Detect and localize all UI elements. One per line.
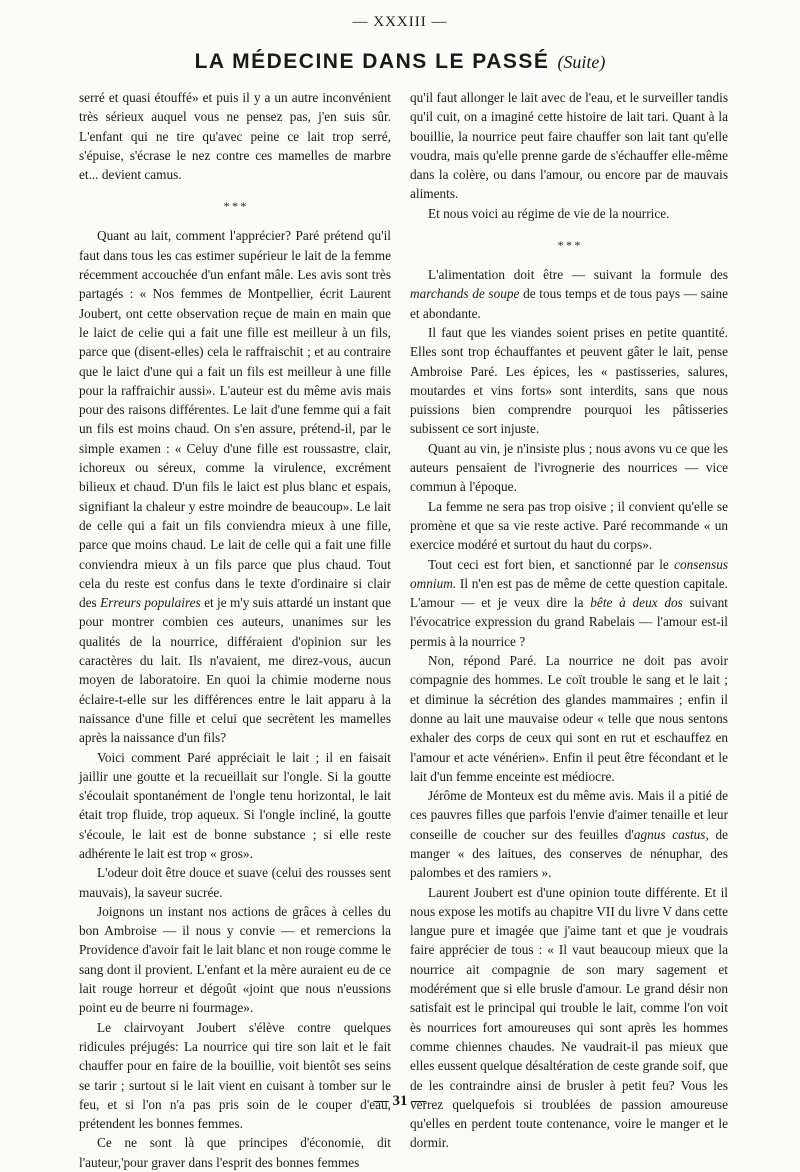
running-folio: — XXXIII — [352, 14, 448, 30]
paragraph-text: Quant au lait, comment l'apprécier? Paré prétend qu'il faut dans tous les cas estimer supérieur le lait de la femme récemment accouchée d'un enfant mâle. Les avis sont très partagés : « Nos femmes de Montpellier, écrit Laurent Joubert, ont cette observation reçue de main en main que le laict de celie qui a fait une fille est meilleur à un fils, parce que (disent-elles) cela le raffraischit ; et au contraire que le laict d'une qui a fait un fils est meilleur à une fille pour la raffraichir aussi». L'auteur est du même avis mais pour des raisons différentes. Le lait d'une femme qui a fait un fils est moins chaud. On s'en assure, prétend-il, par le simple examen : « Celuy d'une fille est roussastre, clair, ichoreux ou séreux, comme la virulence, excrément bilieux et chaud. D'un fils le laict est plus blanc et espais, signifiant la chaleur y estre moindre de beaucoup». Le lait de celle qui a fait un fils conviendra mieux à une fille, parce que moins chaud. Le lait de celle qui a fait une fille conviendra mieux à un fils parce que plus chaud. Tout cela du reste est confus dans le texte d'ordinaire si clair des [79, 228, 391, 611]
paragraph-text: Tout ceci est fort bien, et sanctionné par le [428, 556, 669, 572]
paragraph: Ce ne sont là que principes d'économie, dit l'auteur,'pour graver dans l'esprit des bonnes femmes [79, 1135, 391, 1170]
emphasis-text: marchands de soupe [410, 286, 520, 302]
emphasis-text: agnus castus, [633, 826, 709, 842]
paragraph: Le clairvoyant Joubert s'élève contre quelques ridicules préjugés: La nourrice qui tire son lait et le fait chauffer pour en faire de la bouillie, voit bientôt ses seins se tarir ; surtout si le lait vient en cuisant à tomber sur le feu, et si l'on n'a pas pris soin de le couper d'eau, prétendent les bonnes femmes. [79, 1019, 391, 1132]
paragraph-text: de manger « des laitues, des conserves de nénuphar, des palombes et des ramiers ». [410, 826, 728, 881]
paragraph-text: L'alimentation doit être — suivant la formule des [428, 267, 728, 283]
emphasis-text: consensus omnium. [410, 556, 729, 591]
left-column [79, 88, 391, 1172]
section-separator: * * * [557, 238, 581, 253]
paragraph: Quant au vin, je n'insiste plus ; nous avons vu ce que les auteurs pensaient de l'ivrognerie des nourrices — vice commun à l'époque. [410, 440, 728, 495]
paragraph: Non, répond Paré. La nourrice ne doit pas avoir compagnie des hommes. Le coït trouble le sang et le lait ; et diminue la sécrétion des glandes mammaires ; enfin il donne au lait une mauvaise odeur « telle que nous sentons exhaler des corps de ceux qui sont en rut et eschauffez en l'amour et acte vénérien». Enfin il peut être fécondant et le lait d'un femme enceinte est médiocre. [410, 653, 728, 784]
emphasis-text: bête à deux dos [590, 595, 683, 611]
paragraph: serré et quasi étouffé» et puis il y a un autre inconvénient très sérieux auquel vous ne pensez pas, j'en suis sûr. L'enfant qui ne tire qu'avec peine ce lait trop serré, s'épuise, s'écrase le nez contre ces mamelles de marbre et... devient camus. [79, 90, 391, 183]
page-title [0, 50, 800, 74]
paragraph-text: Jérôme de Monteux est du même avis. Mais il a pitié de ces pauvres filles que parfois l'envie d'aimer tenaille et leur conseille de coucher sur des feuilles d' [410, 788, 728, 842]
paragraph: Laurent Joubert est d'une opinion toute différente. Et il nous expose les motifs au chapitre VII du livre V dans cette langue pure et imagée que j'aime tant et que je voudrais faire apprécier de tous : « Il vaut beaucoup mieux que la nourrice ait compagnie de son mary sagement et modérément que si elle brusle d'amour. Le grand désir non satisfait est le principal qui trouble le lait, comme l'on voit ès nourrices fort amoureuses qui sont après les hommes comme chiennes chaudes. Ne vaudrait-il pas mieux que elles eussent quelque désaltération de ceste grande soif, que de les contraindre ainsi de brusler à petit feu? Vous les verrez quelquefois si troublées de passion amoureuse qu'elles en perdent toute contenance, voire le manger et le dormir. [410, 884, 728, 1151]
paragraph-text: suivant l'évocatrice expression du grand Rabelais — l'amour est-il permis à la nourrice ? [410, 595, 729, 649]
paragraph: Et nous voici au régime de vie de la nourrice. [428, 205, 670, 221]
paragraph [410, 555, 728, 651]
paragraph-text: et je m'y suis attardé un instant que pour montrer combien ces auteurs, unanimes sur les qualités de la nourrice, différaient d'opinion sur les caractères du lait. Ils n'avaient, me direz-vous, aucun moyen de laboratoire. En quoi la chimie moderne nous éclaire-t-elle sur les différences entre le lait apparu à la naissance d'une fille et celui que secrètent les mamelles après la naissance d'un fils? [79, 595, 391, 746]
right-column [410, 88, 728, 1153]
title-text: LA MÉDECINE DANS LE PASSÉ [194, 50, 550, 73]
paragraph: La femme ne sera pas trop oisive ; il convient qu'elle se promène et que sa vie reste active. Paré recommande « un exercice modéré et surtout du haut du corps». [410, 498, 728, 553]
paragraph: Voici comment Paré appréciait le lait ; il en faisait jaillir une goutte et la recueillait sur l'ongle. Si la goutte s'écoulait spontanément de l'ongle tenu horizontal, le lait était trop fluide, trop aqueux. Si l'ongle incliné, la goutte s'écoule, le lait est de bonne substance ; si elle reste adhérente le lait est trop « gros». [79, 749, 391, 861]
paragraph [410, 786, 728, 882]
emphasis-text: Erreurs populaires [100, 595, 201, 611]
paragraph: L'odeur doit être douce et suave (celui des rousses sent mauvais), la saveur sucrée. [79, 865, 391, 900]
page-number: — 31 — [373, 1093, 427, 1109]
paragraph [79, 226, 391, 747]
paragraph [410, 265, 728, 323]
title-suffix: (Suite) [557, 52, 606, 72]
paragraph: Joignons un instant nos actions de grâces à celles du bon Ambroise — il nous y convie — et remercions la Providence d'avoir fait le lait blanc et non rouge comme le sang dont il provient. L'enfant et la mère auraient eu de ce lait rouge horreur et dégoût «joint que nous n'eussions point eu de beurre ni fourmage». [79, 903, 391, 1016]
paragraph-text: Il n'en est pas de même de cette question capitale. L'amour — et je veux dire la [410, 575, 728, 611]
paragraph: qu'il faut allonger le lait avec de l'eau, et le surveiller tandis qu'il cuit, on a imaginé cette histoire de lait tari. Quant à la bouillie, la nourrice peut faire chauffer son lait tant qu'elle voudra, mais qu'elle prenne garde de s'échauffer elle-même dans la colère, ou dans l'amour, ou encore par de mauvais aliments. [410, 90, 728, 202]
paragraph: Il faut que les viandes soient prises en petite quantité. Elles sont trop échauffantes et peuvent gâter le lait, pense Ambroise Paré. Les épices, les « pastisseries, salures, moutardes et vins forts» sont interdits, sans que nous puissions bien comprendre pourquoi les pâtisseries subissent ce sort injuste. [410, 324, 728, 437]
section-separator: * * * [223, 199, 247, 214]
paragraph-text: de tous temps et de tous pays — saine et abondante. [410, 286, 729, 321]
